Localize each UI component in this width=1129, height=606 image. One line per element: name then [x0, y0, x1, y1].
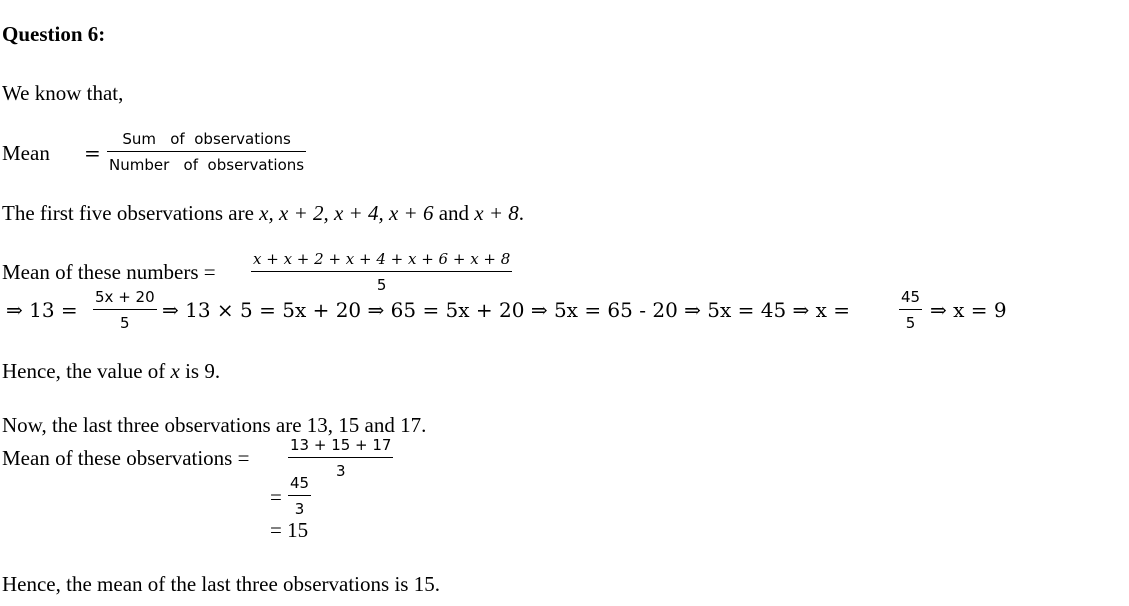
first-observations-values: x, x + 2, x + 4, x + 6 [259, 201, 434, 225]
value-sentence-tail: is 9. [179, 359, 221, 383]
solve-fraction-1 [93, 288, 157, 332]
first-observations-sentence [2, 201, 524, 225]
solve-part-2: ⇒ 13 × 5 = 5x + 20 ⇒ 65 = 5x + 20 ⇒ 5x = 65 - 20 ⇒ 5x = 45 ⇒ x = [162, 298, 851, 322]
mean-numbers-label: Mean of these numbers = [2, 260, 216, 284]
question-title: Question 6: [2, 22, 106, 46]
solve-part-1: ⇒ 13 = [6, 298, 78, 322]
mean-observations-fraction-1-denominator: 3 [335, 462, 346, 480]
mean-numbers-numerator: x + x + 2 + x + 4 + x + 6 + x + 8 [253, 250, 511, 268]
solve-part-3: ⇒ x = 9 [930, 298, 1007, 322]
value-sentence-lead: Hence, the value of [2, 359, 171, 383]
solve-fraction-1-denominator: 5 [120, 314, 130, 332]
mean-observations-fraction-2-denominator: 3 [294, 500, 305, 518]
solve-fraction-1-numerator: 5x + 20 [95, 288, 155, 306]
mean-observations-result: = 15 [270, 518, 309, 542]
intro-text: We know that, [2, 81, 124, 105]
mean-observations-fraction-1-numerator: 13 + 15 + 17 [290, 436, 392, 454]
first-observations-lead: The first five observations are [2, 201, 260, 225]
fraction-bar [288, 457, 393, 458]
fraction-bar [93, 309, 157, 310]
solve-fraction-2 [899, 288, 922, 332]
mean-equals: = [84, 141, 101, 165]
mean-formula-fraction [107, 130, 306, 174]
first-observations-end: . [518, 201, 525, 225]
first-observations-last: x + 8 [474, 201, 519, 225]
mean-observations-label: Mean of these observations = [2, 446, 250, 470]
mean-label: Mean [2, 141, 50, 165]
first-observations-conj: and [433, 201, 475, 225]
solve-fraction-2-denominator: 5 [905, 314, 916, 332]
solve-fraction-2-numerator: 45 [901, 288, 921, 306]
mean-formula-numerator: Sum of observations [122, 130, 291, 148]
mean-formula-denominator: Number of observations [109, 156, 305, 174]
fraction-bar [107, 151, 306, 152]
mean-observations-fraction-2 [288, 474, 311, 518]
mean-observations-fraction-2-numerator: 45 [290, 474, 310, 492]
value-sentence-var: x [170, 359, 180, 383]
conclusion-sentence: Hence, the mean of the last three observations is 15. [2, 572, 440, 596]
fraction-bar [288, 495, 311, 496]
fraction-bar [899, 309, 922, 310]
fraction-bar [251, 271, 512, 272]
last-observations-sentence: Now, the last three observations are 13, 15 and 17. [2, 413, 427, 437]
mean-numbers-fraction [251, 250, 512, 294]
mean-observations-equals-2: = [270, 485, 282, 509]
mean-numbers-denominator: 5 [376, 276, 387, 294]
value-sentence [2, 359, 220, 383]
